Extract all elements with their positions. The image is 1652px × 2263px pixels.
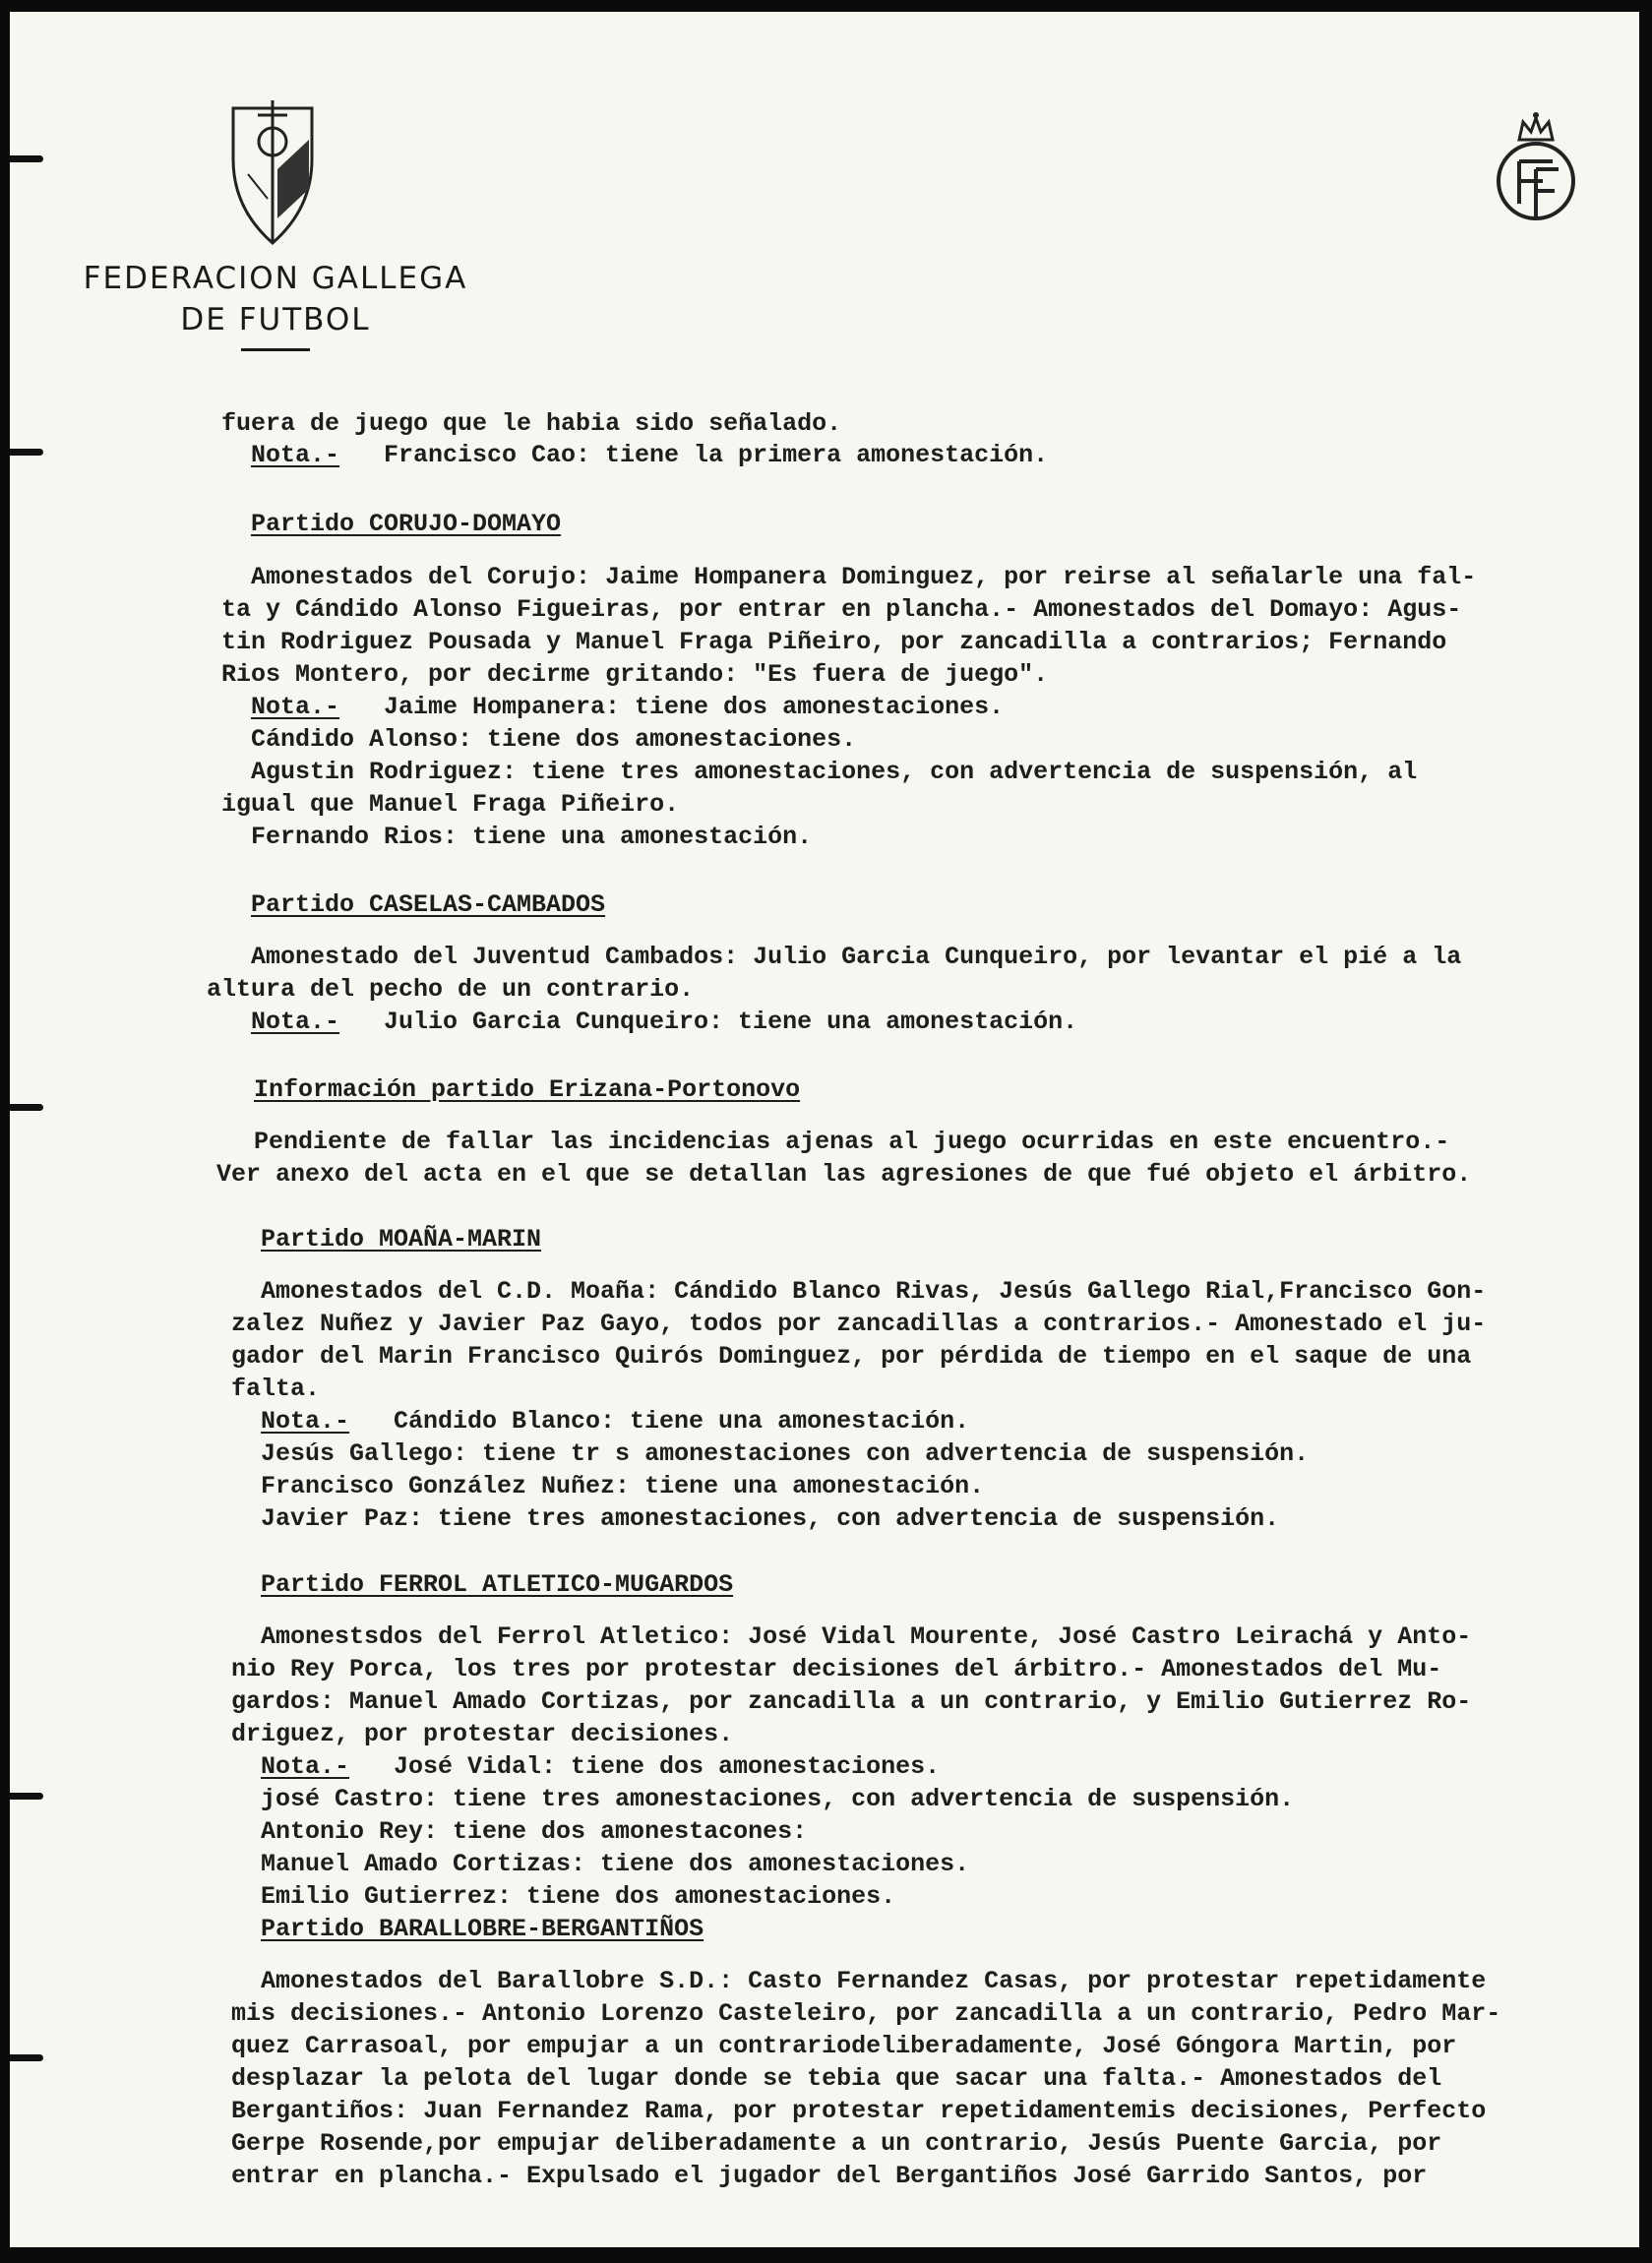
- text-line: Amonestados del Barallobre S.D.: Casto Fernandez Casas, por protestar repetidamente: [261, 1967, 1487, 1995]
- binder-punch-mark: [10, 449, 43, 456]
- text-line: Javier Paz: tiene tres amonestaciones, con advertencia de suspensión.: [261, 1504, 1280, 1533]
- text-line: tin Rodriguez Pousada y Manuel Fraga Piñeiro, por zancadilla a contrarios; Fernando: [221, 628, 1447, 656]
- nota-label: Nota.-: [261, 1407, 350, 1436]
- text-line: José Vidal: tiene dos amonestaciones.: [394, 1752, 941, 1781]
- crowned-monogram-emblem: [1492, 110, 1580, 228]
- text-line: Jesús Gallego: tiene tr s amonestaciones con advertencia de suspensión.: [261, 1439, 1310, 1468]
- text-line: Amonestados del Corujo: Jaime Hompanera Dominguez, por reirse al señalarle una fal-: [251, 563, 1477, 591]
- text-line: Ver anexo del acta en el que se detallan las agresiones de que fué objeto el árbitro.: [216, 1160, 1472, 1189]
- section-heading: Partido MOAÑA-MARIN: [261, 1225, 542, 1254]
- text-line: Cándido Blanco: tiene una amonestación.: [394, 1407, 970, 1436]
- document-page: [10, 12, 1639, 2247]
- text-line: Cándido Alonso: tiene dos amonestaciones.: [251, 725, 857, 754]
- header-rule: [241, 348, 310, 351]
- section-heading: Partido CASELAS-CAMBADOS: [251, 890, 606, 919]
- text-line: Gerpe Rosende,por empujar deliberadamente a un contrario, Jesús Puente Garcia, por: [231, 2129, 1442, 2158]
- text-line: Emilio Gutierrez: tiene dos amonestaciones.: [261, 1882, 896, 1911]
- text-line: nio Rey Porca, los tres por protestar decisiones del árbitro.- Amonestados del Mu-: [231, 1655, 1442, 1683]
- text-line: fuera de juego que le habia sido señalado.: [221, 409, 842, 438]
- text-line: Bergantiños: Juan Fernandez Rama, por protestar repetidamentemis decisiones, Perfecto: [231, 2097, 1487, 2125]
- section-heading: Partido FERROL ATLETICO-MUGARDOS: [261, 1570, 734, 1599]
- text-line: mis decisiones.- Antonio Lorenzo Casteleiro, por zancadilla a un contrario, Pedro Mar-: [231, 1999, 1501, 2028]
- text-line: Amonestados del C.D. Moaña: Cándido Blanco Rivas, Jesús Gallego Rial,Francisco Gon-: [261, 1277, 1487, 1306]
- org-name-line2: DE FUTBOL: [180, 302, 371, 337]
- text-line: gardos: Manuel Amado Cortizas, por zancadilla a un contrario, y Emilio Gutierrez Ro-: [231, 1687, 1472, 1716]
- text-line: Amonestado del Juventud Cambados: Julio Garcia Cunqueiro, por levantar el pié a la: [251, 943, 1462, 971]
- text-line: altura del pecho de un contrario.: [207, 975, 695, 1004]
- binder-punch-mark: [10, 1793, 43, 1800]
- binder-punch-mark: [10, 2054, 43, 2061]
- text-line: Fernando Rios: tiene una amonestación.: [251, 823, 813, 851]
- organization-header: [69, 258, 482, 351]
- text-line: igual que Manuel Fraga Piñeiro.: [221, 790, 680, 819]
- text-line: Rios Montero, por decirme gritando: "Es fuera de juego".: [221, 660, 1049, 689]
- section-heading: Información partido Erizana-Portonovo: [254, 1075, 801, 1104]
- text-line: ta y Cándido Alonso Figueiras, por entrar en plancha.- Amonestados del Domayo: Agus-: [221, 595, 1462, 624]
- text-line: desplazar la pelota del lugar donde se tebia que sacar una falta.- Amonestados del: [231, 2064, 1442, 2093]
- section-heading: Partido BARALLOBRE-BERGANTIÑOS: [261, 1915, 704, 1943]
- text-line: falta.: [231, 1375, 321, 1403]
- text-line: Pendiente de fallar las incidencias ajenas al juego ocurridas en este encuentro.-: [254, 1128, 1450, 1156]
- text-line: gador del Marin Francisco Quirós Dominguez, por pérdida de tiempo en el saque de una: [231, 1342, 1472, 1371]
- text-line: Antonio Rey: tiene dos amonestacones:: [261, 1817, 808, 1846]
- nota-label: Nota.-: [251, 1008, 340, 1036]
- section-heading: Partido CORUJO-DOMAYO: [251, 510, 562, 538]
- nota-label: Nota.-: [261, 1752, 350, 1781]
- text-line: quez Carrasoal, por empujar a un contrariodeliberadamente, José Góngora Martin, por: [231, 2032, 1457, 2060]
- text-line: Agustin Rodriguez: tiene tres amonestaciones, con advertencia de suspensión, al: [251, 758, 1418, 786]
- text-line: driguez, por protestar decisiones.: [231, 1720, 734, 1748]
- text-line: Jaime Hompanera: tiene dos amonestaciones.: [384, 693, 1005, 721]
- text-line: zalez Nuñez y Javier Paz Gayo, todos por zancadillas a contrarios.- Amonestado el ju-: [231, 1310, 1487, 1338]
- text-line: josé Castro: tiene tres amonestaciones, con advertencia de suspensión.: [261, 1785, 1295, 1813]
- binder-punch-mark: [10, 1104, 43, 1111]
- nota-label: Nota.-: [251, 693, 340, 721]
- text-line: Julio Garcia Cunqueiro: tiene una amonestación.: [384, 1008, 1078, 1036]
- text-line: Manuel Amado Cortizas: tiene dos amonestaciones.: [261, 1850, 970, 1878]
- nota-label: Nota.-: [251, 441, 340, 469]
- org-name-line1: FEDERACION GALLEGA: [83, 261, 468, 296]
- text-line: Francisco González Nuñez: tiene una amonestación.: [261, 1472, 985, 1500]
- text-line: Francisco Cao: tiene la primera amonestación.: [384, 441, 1049, 469]
- federation-shield-logo: [228, 100, 317, 248]
- binder-punch-mark: [10, 155, 43, 162]
- text-line: entrar en plancha.- Expulsado el jugador del Bergantiños José Garrido Santos, por: [231, 2162, 1428, 2190]
- text-line: Amonestsdos del Ferrol Atletico: José Vidal Mourente, José Castro Leirachá y Anto-: [261, 1622, 1472, 1651]
